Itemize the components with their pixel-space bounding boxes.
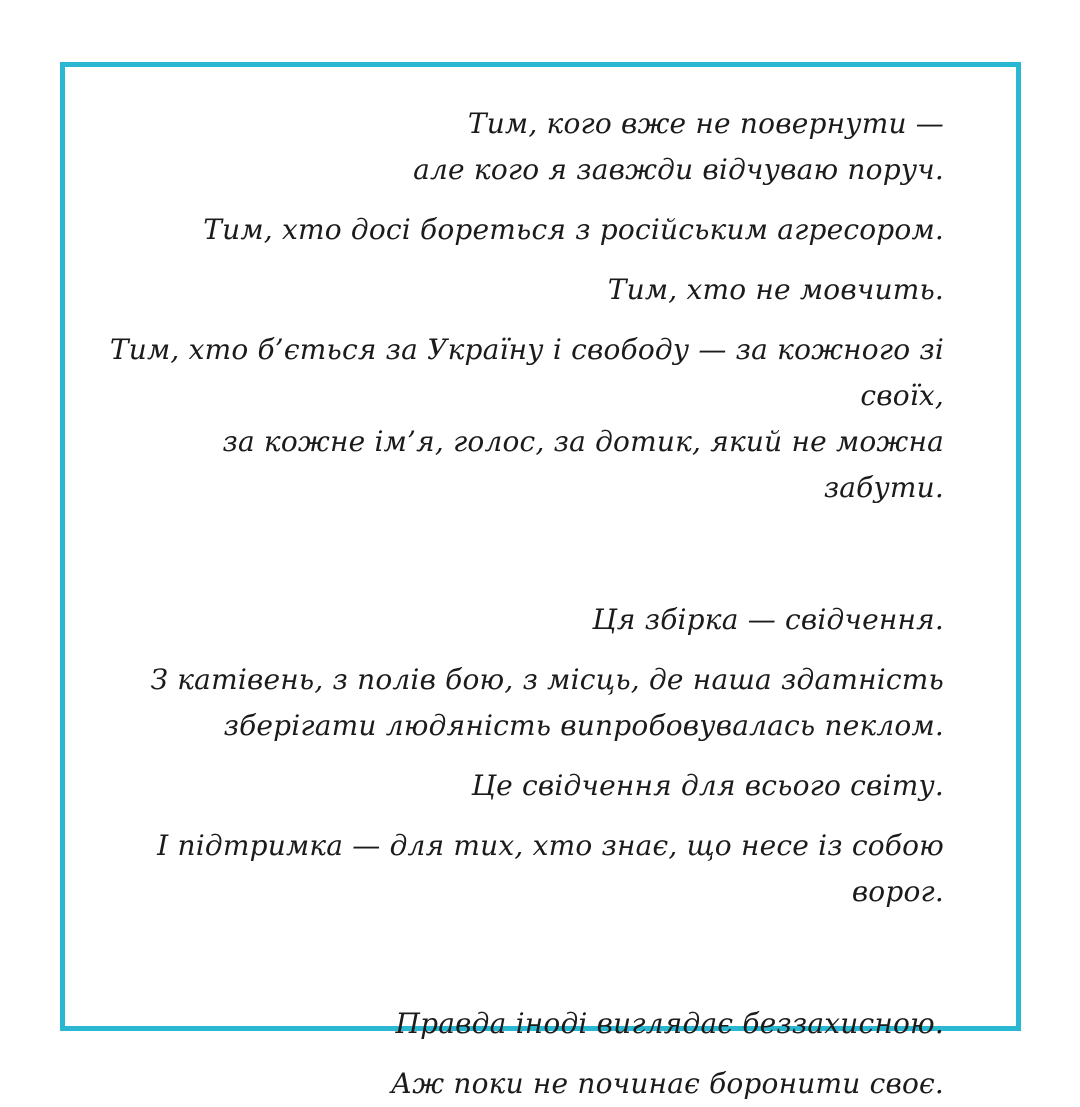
dedication-line: І підтримка — для тих, хто знає, що несе із собою ворог.	[157, 829, 944, 908]
dedication-block	[99, 823, 944, 915]
dedication-block	[99, 597, 944, 643]
dedication-block	[99, 763, 944, 809]
dedication-line: Ця збірка — свідчення.	[592, 603, 944, 636]
dedication-line: Тим, кого вже не повернути —	[467, 107, 944, 140]
dedication-line: Тим, хто не мовчить.	[607, 273, 944, 306]
dedication-block	[99, 207, 944, 253]
dedication-block	[99, 327, 944, 511]
dedication-block	[99, 657, 944, 749]
dedication-line: Тим, хто б’ється за Україну і свободу — за кожного зі своїх,	[109, 333, 944, 412]
dedication-line: Правда іноді виглядає беззахисною.	[395, 1007, 944, 1040]
dedication-line: зберігати людяність випробовувалась пеклом.	[223, 709, 944, 742]
dedication-line: Це свідчення для всього світу.	[471, 769, 944, 802]
dedication-block	[99, 267, 944, 313]
dedication-line: за кожне ім’я, голос, за дотик, який не можна забути.	[222, 425, 944, 504]
dedication-line: Аж поки не починає боронити своє.	[390, 1067, 944, 1100]
dedication-line: але кого я завжди відчуваю поруч.	[413, 153, 944, 186]
dedication-block	[99, 101, 944, 193]
dedication-block	[99, 1061, 944, 1107]
dedication-frame	[60, 62, 1021, 1100]
dedication-line: З катівень, з полів бою, з місць, де наша здатність	[150, 663, 944, 696]
dedication-block	[99, 1001, 944, 1047]
dedication-line: Тим, хто досі бореться з російським агресором.	[203, 213, 944, 246]
